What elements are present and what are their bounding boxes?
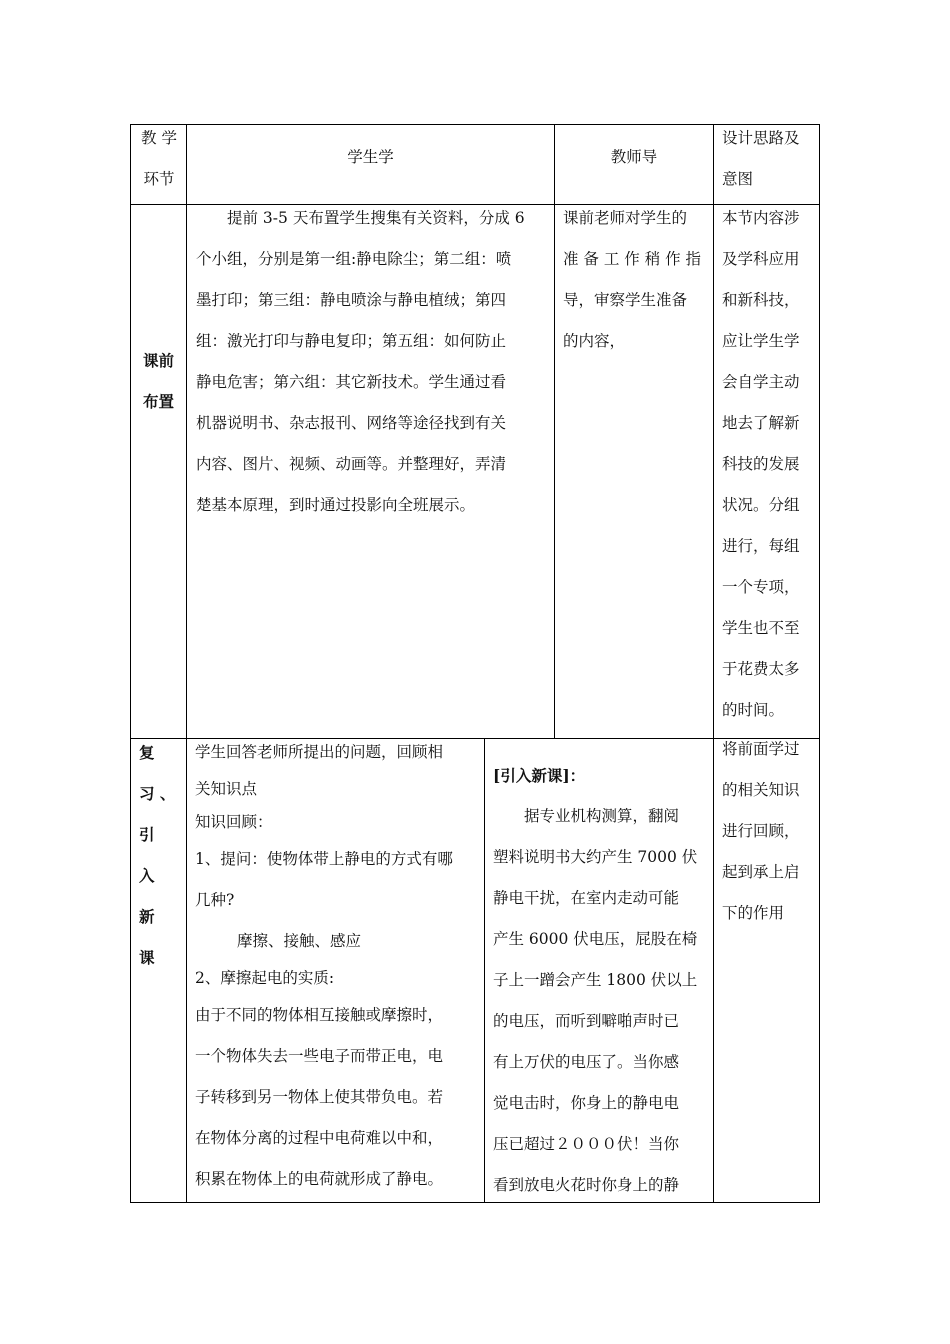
row1-design-line: 于花费太多 xyxy=(722,660,800,678)
row1-design-line: 应让学生学 xyxy=(722,332,800,350)
row2-design-line: 的相关知识 xyxy=(722,781,800,799)
row2-teacher-cell xyxy=(493,755,709,1206)
row2-teacher-line: 静电干扰，在室内走动可能 xyxy=(493,889,680,907)
row2-teacher-line: 看到放电火花时你身上的静 xyxy=(493,1176,680,1194)
row2-section-line: 新 xyxy=(139,907,155,926)
row1-student-line: 内容、图片、视频、动画等。并整理好，弄清 xyxy=(196,455,507,473)
row2-design-line: 将前面学过 xyxy=(722,740,800,758)
row2-section-label xyxy=(139,732,185,978)
table-col-divider-2-upper xyxy=(554,124,555,739)
table-border-top xyxy=(130,124,820,125)
row1-design-line: 学生也不至 xyxy=(722,619,800,637)
table-col-divider-2-lower xyxy=(484,738,485,1203)
row1-student-line: 机器说明书、杂志报刊、网络等途径找到有关 xyxy=(196,414,507,432)
row2-student-line: 一个物体失去一些电子而带正电，电 xyxy=(195,1047,444,1065)
row2-section-line: 复 xyxy=(139,743,155,762)
row2-section-line: 习 、 xyxy=(139,784,176,803)
row1-student-line: 墨打印；第三组：静电喷涂与静电植绒；第四 xyxy=(196,291,507,309)
row1-teacher-line: 准 备 工 作 稍 作 指 xyxy=(563,250,702,268)
row1-student-line: 组：激光打印与静电复印；第五组：如何防止 xyxy=(196,332,507,350)
row2-teacher-line: 的电压，而听到噼啪声时已 xyxy=(493,1012,680,1030)
row1-design-line: 地去了解新 xyxy=(722,414,800,432)
row2-design-line: 起到承上启 xyxy=(722,863,800,881)
row2-teacher-line: 有上万伏的电压了。当你感 xyxy=(493,1053,680,1071)
row2-student-line: 学生回答老师所提出的问题，回顾相 xyxy=(195,743,444,761)
table-col-divider-1 xyxy=(186,124,187,1203)
row1-section-line: 课前 xyxy=(142,351,174,370)
row2-student-cell xyxy=(195,732,481,1200)
row2-section-line: 引 xyxy=(139,825,155,844)
row1-teacher-line: 课前老师对学生的 xyxy=(563,209,688,227)
row2-student-line: 由于不同的物体相互接触或摩擦时， xyxy=(195,1006,444,1024)
row2-student-line: 摩擦、接触、感应 xyxy=(237,932,362,950)
row2-teacher-line: 据专业机构测算，翻阅 xyxy=(524,807,680,825)
row2-student-line: 积累在物体上的电荷就形成了静电。 xyxy=(195,1170,444,1188)
row2-teacher-line: 觉电击时，你身上的静电电 xyxy=(493,1094,680,1112)
row1-student-line: 静电危害；第六组：其它新技术。学生通过看 xyxy=(196,373,507,391)
header-student-cell: 学生学 xyxy=(347,148,394,166)
row2-teacher-line: 子上一蹭会产生 1800 伏以上 xyxy=(493,971,698,989)
row1-teacher-line: 导，审察学生准备 xyxy=(563,291,688,309)
row2-design-line: 进行回顾， xyxy=(722,822,800,840)
table-border-left xyxy=(130,124,131,1203)
header-design-cell xyxy=(722,118,818,200)
row1-design-line: 本节内容涉 xyxy=(722,209,800,227)
row2-student-line: 在物体分离的过程中电荷难以中和， xyxy=(195,1129,444,1147)
row2-section-line: 入 xyxy=(139,866,155,885)
row2-student-line: 几种? xyxy=(195,891,235,909)
row1-design-line: 科技的发展 xyxy=(722,455,800,473)
row1-design-line: 进行，每组 xyxy=(722,537,800,555)
table-border-right xyxy=(819,124,820,1203)
row1-design-line: 及学科应用 xyxy=(722,250,800,268)
row1-student-cell xyxy=(196,198,548,526)
row2-teacher-line: 压已超过２０００伏！当你 xyxy=(493,1135,680,1153)
row2-student-line: 2、摩擦起电的实质: xyxy=(195,969,335,987)
row1-design-line: 状况。分组 xyxy=(722,496,800,514)
row2-student-line: 知识回顾： xyxy=(195,813,273,831)
row2-design-cell xyxy=(722,729,818,934)
row2-student-line: 1、提问：使物体带上静电的方式有哪 xyxy=(195,850,453,868)
row2-teacher-line: 塑料说明书大约产生 7000 伏 xyxy=(493,848,698,866)
row2-teacher-line: 产生 6000 伏电压，屁股在椅 xyxy=(493,930,698,948)
header-section-line: 教 学 xyxy=(141,129,177,147)
header-section-cell xyxy=(136,123,182,195)
row1-design-cell xyxy=(722,198,818,731)
row1-student-line: 楚基本原理，到时通过投影向全班展示。 xyxy=(196,496,476,514)
row1-design-line: 一个专项， xyxy=(722,578,800,596)
table-col-divider-3 xyxy=(713,124,714,1203)
header-section-line: 环节 xyxy=(143,170,175,188)
row1-section-label xyxy=(131,340,186,422)
table-border-bottom xyxy=(130,1202,820,1203)
row1-teacher-line: 的内容， xyxy=(563,332,626,350)
row2-section-line: 课 xyxy=(139,948,155,967)
row1-design-line: 和新科技， xyxy=(722,291,800,309)
row1-section-line: 布置 xyxy=(142,392,174,411)
header-design-line: 设计思路及 xyxy=(722,129,800,147)
row1-student-line: 提前 3-5 天布置学生搜集有关资料，分成 6 xyxy=(227,209,525,227)
header-teacher-cell: 教师导 xyxy=(610,148,658,166)
row2-student-line: 子转移到另一物体上使其带负电。若 xyxy=(195,1088,444,1106)
row1-student-line: 个小组，分别是第一组:静电除尘；第二组：喷 xyxy=(196,250,512,268)
row2-design-line: 下的作用 xyxy=(722,904,785,922)
row1-teacher-cell xyxy=(563,198,709,362)
row2-student-line: 关知识点 xyxy=(195,780,258,798)
row2-teacher-title: [引入新课]： xyxy=(493,766,586,785)
row1-design-line: 的时间。 xyxy=(722,701,785,719)
header-design-line: 意图 xyxy=(722,170,754,188)
row1-design-line: 会自学主动 xyxy=(722,373,800,391)
